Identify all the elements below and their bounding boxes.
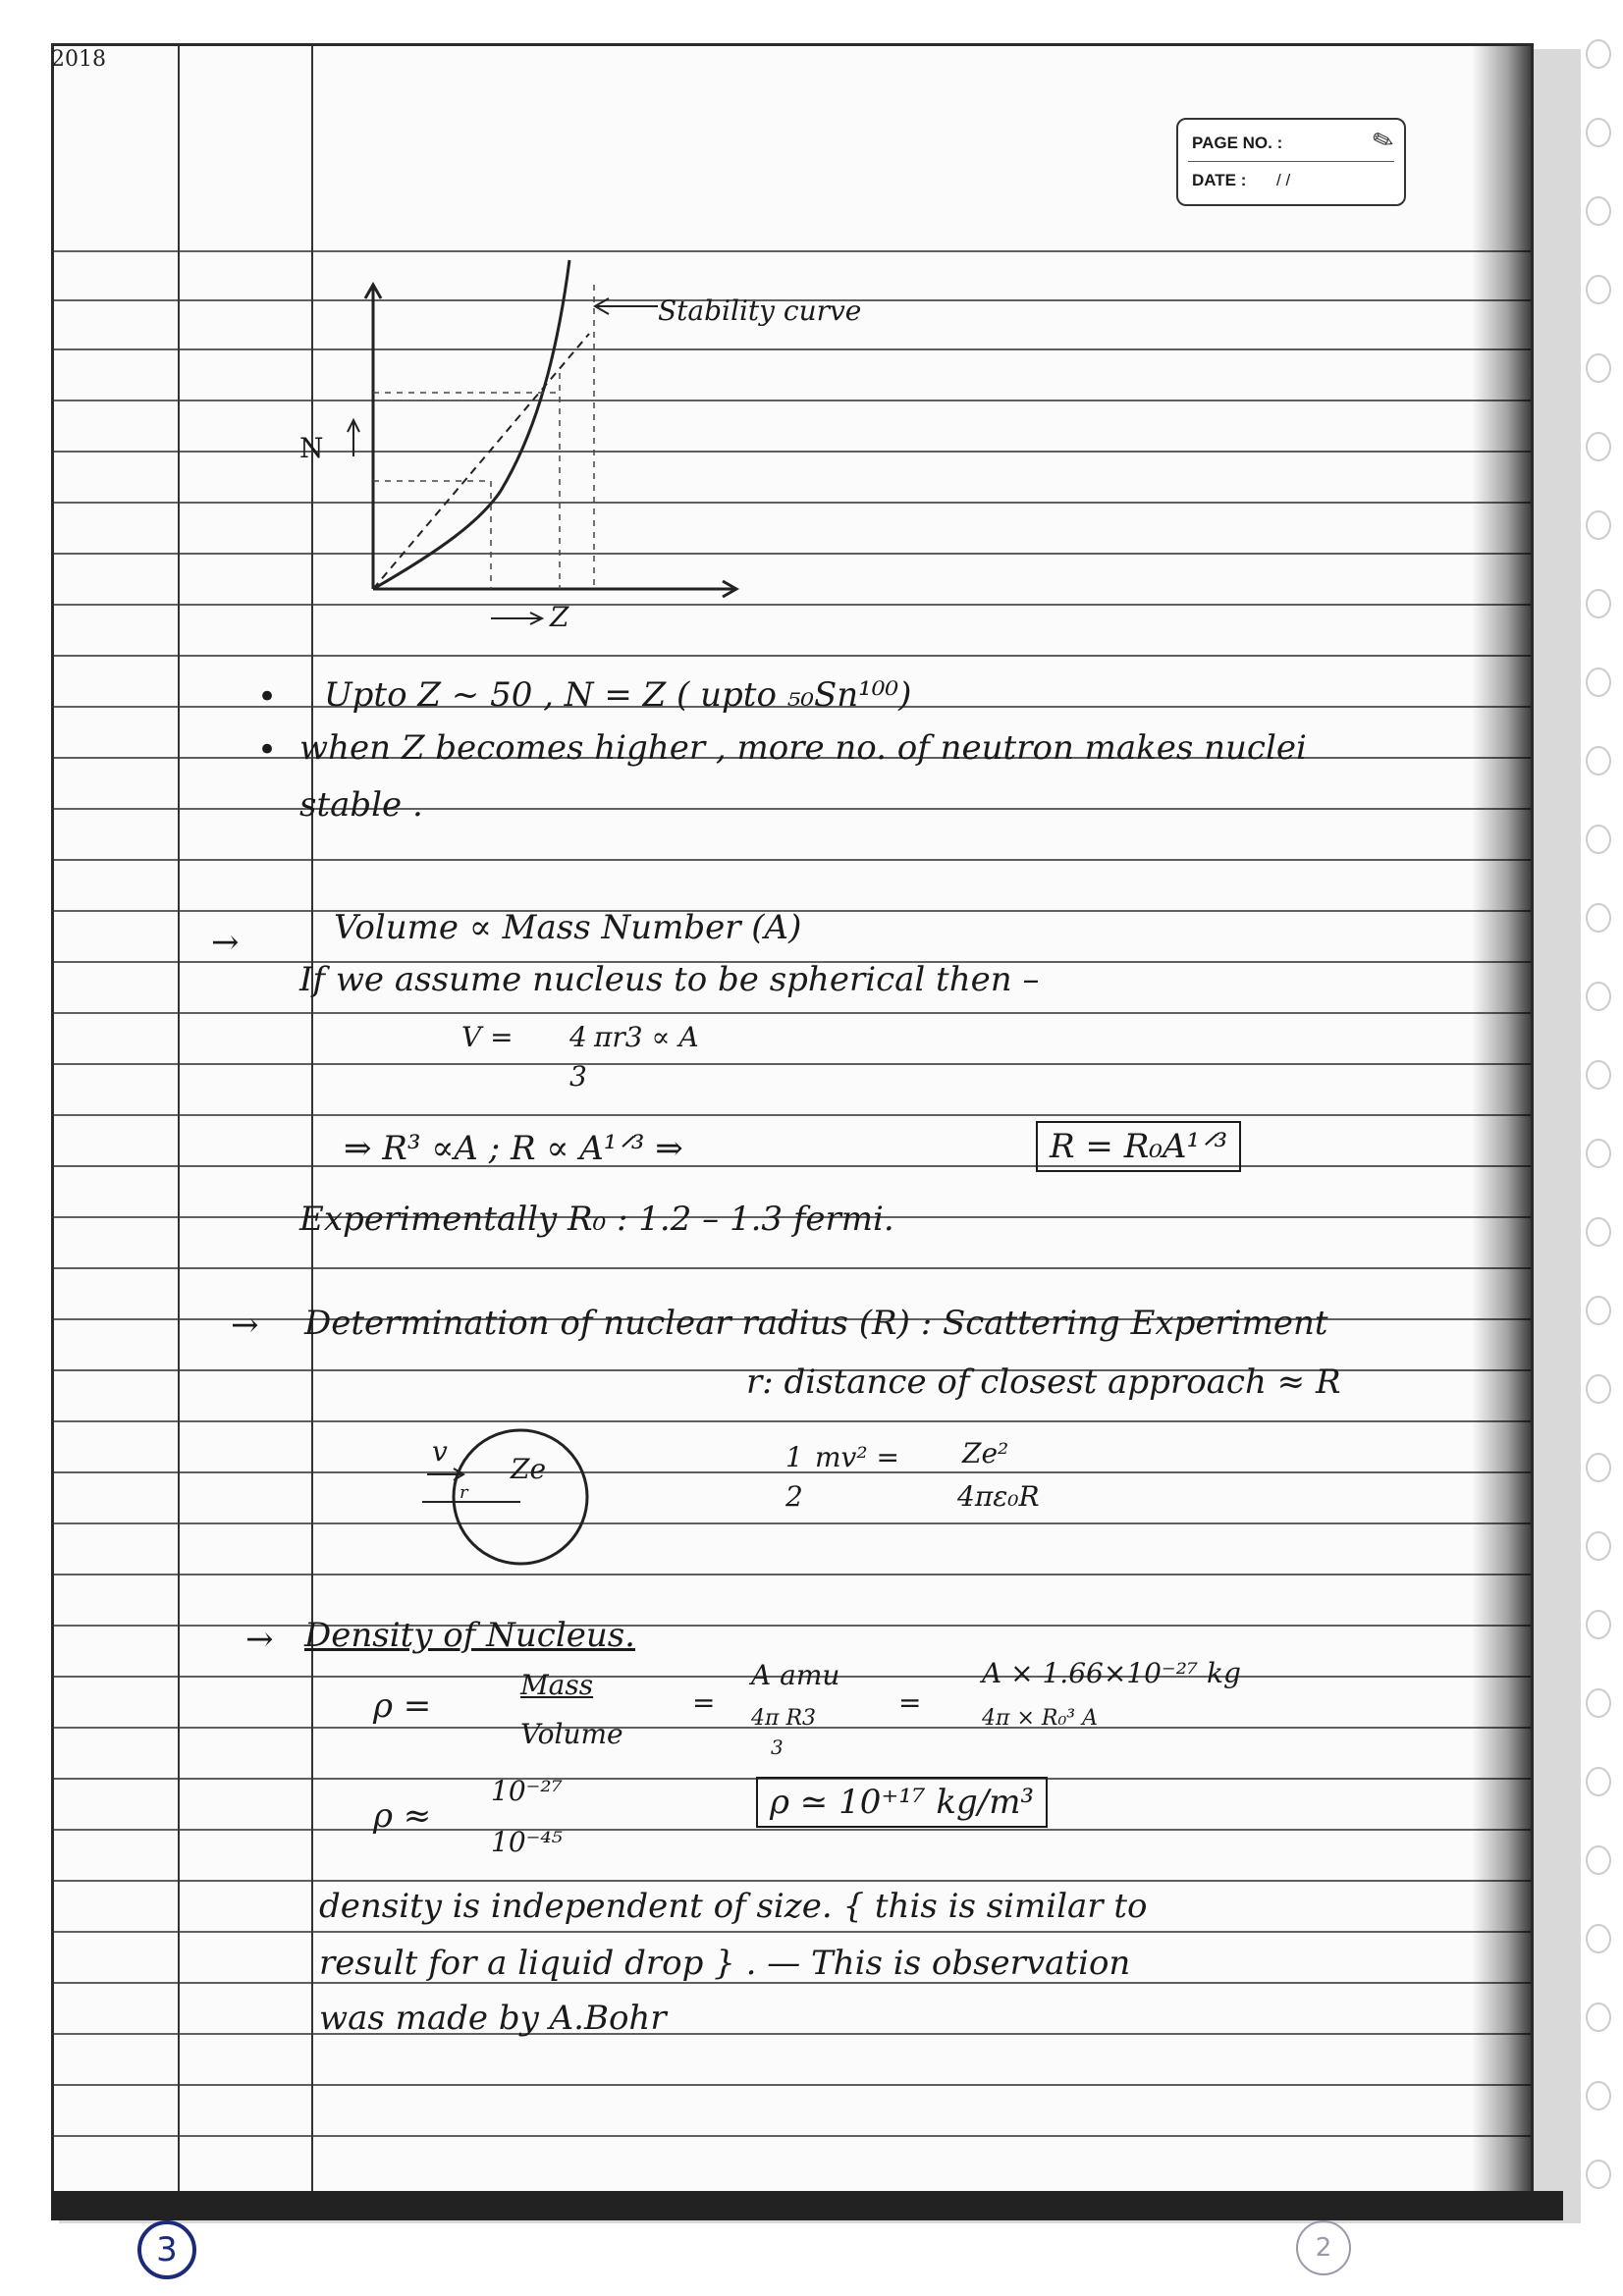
v-formula-num: 4: [569, 1021, 587, 1053]
energy-lhs-num: 1: [785, 1441, 803, 1473]
arrow-icon: →: [211, 923, 240, 962]
note-line-3: stable .: [299, 785, 423, 825]
determination-heading: Determination of nuclear radius (R) : Scattering Experiment: [304, 1304, 1328, 1343]
ruled-line: [54, 1114, 1531, 1116]
ruled-line: [54, 1880, 1531, 1882]
velocity-label: v: [432, 1435, 448, 1468]
stability-curve: [373, 260, 569, 589]
nucleus-charge-label: Ze: [511, 1453, 547, 1485]
ruled-line: [54, 1012, 1531, 1014]
stability-curve-label: Stability curve: [658, 294, 862, 327]
ten-minus-45: 10⁻⁴⁵: [491, 1826, 563, 1858]
mass-value-label: A × 1.66×10⁻²⁷ kg: [982, 1657, 1241, 1689]
spiral-holes: [1580, 0, 1619, 2296]
note-line-1: Upto Z ~ 50 , N = Z ( upto ₅₀Sn¹⁰⁰): [324, 675, 912, 715]
ruled-line: [54, 1829, 1531, 1831]
ruled-line: [54, 1522, 1531, 1524]
v-formula-den: 3: [569, 1060, 587, 1093]
r-formula-boxed: R = R₀A¹ᐟ³: [1036, 1121, 1241, 1172]
ruled-line: [54, 1625, 1531, 1627]
density-line-3: was made by A.Bohr: [319, 1999, 667, 2038]
x-axis-label: Z: [550, 601, 569, 633]
density-line-2: result for a liquid drop } . — This is observation: [319, 1944, 1131, 1983]
ruled-line: [54, 250, 1531, 252]
page-bottom-edge: [51, 2191, 1563, 2220]
four-pi-r0-label: 4π × R₀³ A: [982, 1706, 1098, 1731]
page-no-label: PAGE NO. :: [1192, 133, 1283, 152]
equals-sign: =: [692, 1686, 716, 1719]
ruled-line: [54, 400, 1531, 401]
y-axis-label: N: [299, 432, 324, 464]
ruled-line: [54, 1267, 1531, 1269]
volume-relation: Volume ∝ Mass Number (A): [334, 908, 802, 947]
ruled-line: [54, 655, 1531, 657]
ruled-line: [54, 604, 1531, 606]
date-label: DATE :: [1192, 171, 1247, 189]
rho-symbol: ρ =: [373, 1686, 432, 1726]
volume-label: Volume: [520, 1718, 623, 1750]
energy-lhs: mv² =: [815, 1441, 899, 1473]
margin-line-right: [311, 46, 313, 2210]
page-mark-circled: 2: [1296, 2220, 1351, 2275]
page-number-circled: 3: [137, 2220, 196, 2279]
density-boxed-result: ρ ≃ 10⁺¹⁷ kg/m³: [756, 1777, 1048, 1828]
a-amu-label: A amu: [751, 1659, 840, 1691]
v-formula-lhs: V =: [461, 1021, 514, 1053]
n-equals-z-line: [373, 334, 589, 589]
r-relation: ⇒ R³ ∝A ; R ∝ A¹ᐟ³ ⇒: [344, 1129, 683, 1168]
pencil-icon: ✎: [1368, 123, 1399, 158]
ruled-line: [54, 553, 1531, 555]
margin-line-left: [178, 46, 180, 2210]
arrow-icon: →: [231, 1306, 259, 1345]
ruled-line: [54, 1165, 1531, 1167]
experimental-value: Experimentally R₀ : 1.2 – 1.3 fermi.: [299, 1200, 894, 1239]
ruled-line: [54, 348, 1531, 350]
ruled-line: [54, 2084, 1531, 2086]
arrow-icon: →: [245, 1620, 274, 1659]
v-formula-rest: πr3 ∝ A: [594, 1021, 699, 1053]
ruled-line: [54, 2033, 1531, 2035]
rho-approx: ρ ≈: [373, 1796, 432, 1836]
four-pi-r3-label: 4π R3: [751, 1706, 817, 1731]
ruled-line: [54, 502, 1531, 504]
ruled-line: [54, 859, 1531, 861]
ruled-line: [54, 808, 1531, 810]
ten-minus-27: 10⁻²⁷: [491, 1775, 563, 1807]
bullet-icon: •: [257, 677, 278, 717]
energy-rhs-den: 4πε₀R: [957, 1480, 1040, 1513]
ruled-line: [54, 1420, 1531, 1422]
ruled-line: [54, 1063, 1531, 1065]
energy-lhs-den: 2: [785, 1480, 803, 1513]
radius-small-label: r: [460, 1482, 468, 1503]
ruled-line: [54, 1574, 1531, 1575]
year-label: 2018: [51, 47, 106, 72]
date-value: / /: [1276, 171, 1291, 189]
density-line-1: density is independent of size. { this is similar to: [319, 1887, 1148, 1926]
equals-sign: =: [898, 1686, 922, 1719]
density-heading: Density of Nucleus.: [304, 1616, 635, 1655]
page-date-box: [1176, 118, 1406, 206]
assume-line: If we assume nucleus to be spherical then –: [299, 960, 1040, 999]
energy-rhs-num: Ze²: [962, 1437, 1009, 1469]
ruled-line: [54, 2135, 1531, 2137]
ruled-line: [54, 451, 1531, 453]
note-line-2: when Z becomes higher , more no. of neutron makes nuclei: [299, 728, 1307, 768]
three-label: 3: [771, 1735, 784, 1759]
mass-label: Mass: [520, 1669, 594, 1701]
ruled-line: [54, 1931, 1531, 1933]
closest-approach: r: distance of closest approach ≈ R: [746, 1362, 1341, 1402]
bullet-icon: •: [257, 730, 278, 770]
